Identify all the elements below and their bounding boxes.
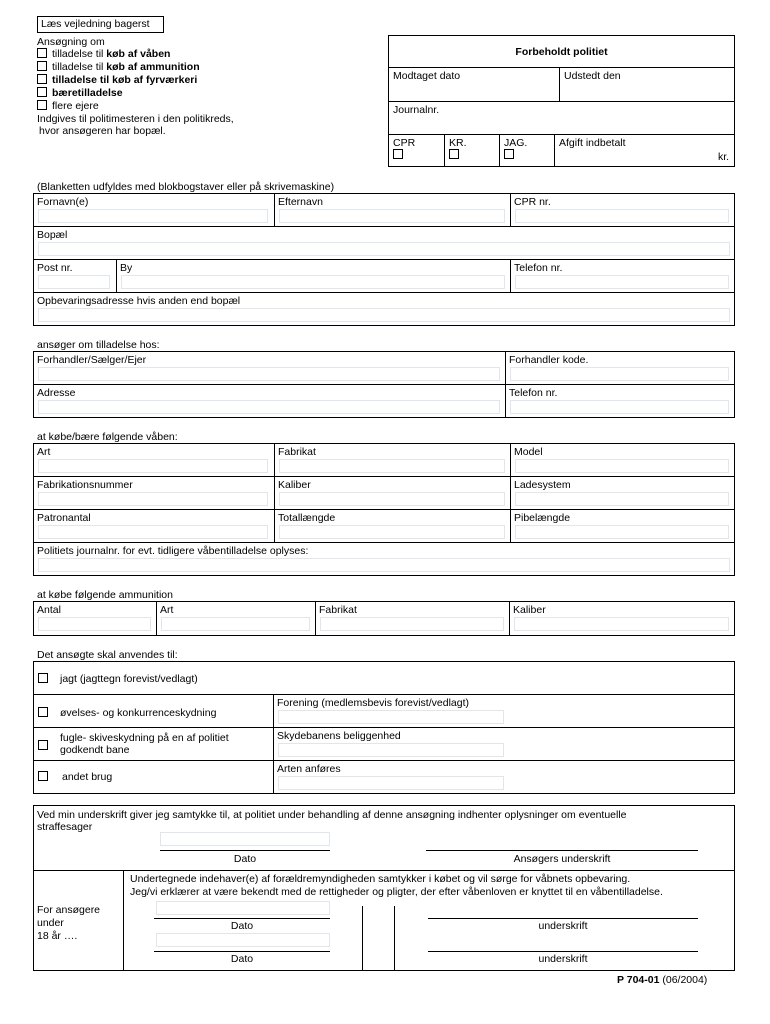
journal-no-label: Journalnr. [393, 104, 440, 116]
last-name-label: Efternavn [278, 196, 323, 208]
kr-label: kr. [718, 151, 730, 163]
applicant-signature-label: Ansøgers underskrift [513, 853, 611, 865]
guide-notice [37, 16, 164, 33]
last-name-input[interactable] [279, 209, 505, 223]
residence-label: Bopæl [37, 229, 68, 241]
option-carry-permit[interactable]: bæretilladelse [37, 87, 123, 99]
loading-system-label: Ladesystem [514, 479, 571, 491]
usage-heading: Det ansøgte skal anvendes til: [37, 649, 178, 661]
usage-bird-shooting[interactable]: fugle- skiveskydning på en af politiet godkendt bane [38, 732, 229, 756]
storage-address-input[interactable] [38, 308, 730, 322]
specify-label: Arten anføres [277, 763, 341, 775]
consent-text-2: straffesager [37, 821, 93, 833]
weapon-table [33, 443, 735, 576]
guide-label: Læs vejledning bagerst [41, 18, 150, 30]
issued-label: Udstedt den [564, 70, 621, 82]
minor-text-1: Undertegnede indehaver(e) af forældremyndigheden samtykker i købet og vil sørge for våbnets opbevaring. [130, 873, 631, 885]
checkbox[interactable] [38, 771, 48, 781]
ammo-type-label: Art [160, 604, 174, 616]
cpr-input[interactable] [515, 209, 729, 223]
checkbox[interactable] [38, 707, 48, 717]
residence-input[interactable] [38, 242, 730, 256]
club-input[interactable] [278, 710, 504, 724]
ammo-caliber-input[interactable] [514, 617, 729, 631]
checkbox[interactable] [37, 100, 47, 110]
caliber-label: Kaliber [278, 479, 311, 491]
minor-label: For ansøgere under 18 år …. [37, 904, 101, 942]
checkbox[interactable] [504, 149, 514, 159]
minor-date1-label: Dato [230, 920, 254, 932]
consent-date-label: Dato [233, 853, 257, 865]
phone-input[interactable] [515, 275, 729, 289]
usage-practice[interactable]: øvelses- og konkurrenceskydning [38, 707, 216, 719]
ammo-type-input[interactable] [161, 617, 310, 631]
application-title: Ansøgning om [37, 36, 105, 48]
ammo-make-input[interactable] [320, 617, 504, 631]
weapon-type-label: Art [37, 446, 51, 458]
consent-text-1: Ved min underskrift giver jeg samtykke til, at politiet under behandling af denne ansøgning indhenter oplysninger om eventuelle [37, 809, 627, 821]
applicant-table [33, 193, 735, 326]
police-jag[interactable]: JAG. [504, 137, 527, 161]
first-name-input[interactable] [38, 209, 268, 223]
total-length-input[interactable] [279, 525, 505, 539]
city-label: By [120, 262, 133, 274]
consent-box [33, 805, 735, 971]
checkbox[interactable] [38, 673, 48, 683]
dealer-name-input[interactable] [38, 367, 500, 381]
minor-text-2: Jeg/vi erklærer at være bekendt med de rettigheder og pligter, der efter våbenloven er knyttet til en våbentilladelse. [130, 886, 663, 898]
dealer-name-label: Forhandler/Sælger/Ejer [37, 354, 147, 366]
club-label: Forening (medlemsbevis forevist/vedlagt) [277, 697, 469, 709]
weapon-make-label: Fabrikat [278, 446, 316, 458]
police-box [388, 35, 735, 167]
checkbox[interactable] [37, 87, 47, 97]
serial-label: Fabrikationsnummer [37, 479, 133, 491]
dealer-phone-label: Telefon nr. [509, 387, 558, 399]
dealer-address-input[interactable] [38, 400, 500, 414]
cartridge-count-label: Patronantal [37, 512, 91, 524]
weapon-make-input[interactable] [279, 459, 505, 473]
dealer-phone-input[interactable] [510, 400, 729, 414]
checkbox[interactable] [37, 61, 47, 71]
usage-hunting[interactable]: jagt (jagttegn forevist/vedlagt) [38, 673, 198, 685]
usage-other[interactable]: andet brug [38, 771, 112, 783]
dealer-heading: ansøger om tilladelse hos: [37, 339, 160, 351]
weapon-model-label: Model [514, 446, 543, 458]
range-location-label: Skydebanens beliggenhed [277, 730, 401, 742]
city-input[interactable] [121, 275, 505, 289]
cpr-label: CPR nr. [514, 196, 551, 208]
weapon-heading: at købe/bære følgende våben: [37, 431, 178, 443]
cartridge-count-input[interactable] [38, 525, 268, 539]
minor-signature2-label: underskrift [538, 953, 588, 965]
police-box-title: Forbeholdt politiet [515, 46, 608, 58]
storage-address-label: Opbevaringsadresse hvis anden end bopæl [37, 295, 241, 307]
checkbox[interactable] [37, 74, 47, 84]
loading-system-input[interactable] [515, 492, 729, 506]
barrel-length-input[interactable] [515, 525, 729, 539]
consent-date-input[interactable] [160, 832, 330, 846]
form-code: P 704-01 (06/2004) [617, 974, 708, 986]
first-name-label: Fornavn(e) [37, 196, 89, 208]
submit-instructions-2: hvor ansøgeren har bopæl. [39, 125, 166, 137]
specify-input[interactable] [278, 776, 504, 790]
fee-paid-label: Afgift indbetalt [559, 137, 626, 149]
ammo-quantity-label: Antal [37, 604, 61, 616]
previous-journal-label: Politiets journalnr. for evt. tidligere våbentilladelse oplyses: [37, 545, 309, 557]
ammo-make-label: Fabrikat [319, 604, 357, 616]
postal-code-input[interactable] [38, 275, 110, 289]
checkbox[interactable] [393, 149, 403, 159]
barrel-length-label: Pibelængde [514, 512, 571, 524]
ammunition-heading: at købe følgende ammunition [37, 589, 173, 601]
dealer-table [33, 351, 735, 418]
previous-journal-input[interactable] [38, 558, 730, 572]
weapon-type-input[interactable] [38, 459, 268, 473]
dealer-code-label: Forhandler kode. [509, 354, 589, 366]
option-ammunition[interactable]: tilladelse til køb af ammunition [37, 61, 200, 73]
dealer-code-input[interactable] [510, 367, 729, 381]
ammunition-table [33, 601, 735, 636]
weapon-model-input[interactable] [515, 459, 729, 473]
dealer-address-label: Adresse [37, 387, 76, 399]
option-weapon[interactable]: tilladelse til køb af våben [37, 48, 170, 60]
police-cpr[interactable]: CPR [393, 137, 415, 161]
applicant-note: (Blanketten udfyldes med blokbogstaver eller på skrivemaskine) [37, 181, 335, 193]
minor-signature1-label: underskrift [538, 920, 588, 932]
option-multiple-owners[interactable]: flere ejere [37, 100, 99, 112]
total-length-label: Totallængde [278, 512, 336, 524]
postal-code-label: Post nr. [37, 262, 73, 274]
ammo-caliber-label: Kaliber [513, 604, 546, 616]
usage-table [33, 661, 735, 794]
minor-date2-input[interactable] [156, 933, 330, 947]
option-fireworks[interactable]: tilladelse til køb af fyrværkeri [37, 74, 197, 86]
phone-label: Telefon nr. [514, 262, 563, 274]
caliber-input[interactable] [279, 492, 505, 506]
ammo-quantity-input[interactable] [38, 617, 151, 631]
received-date-label: Modtaget dato [393, 70, 461, 82]
checkbox[interactable] [38, 740, 48, 750]
checkbox[interactable] [37, 48, 47, 58]
minor-date1-input[interactable] [156, 901, 330, 915]
minor-date2-label: Dato [230, 953, 254, 965]
range-location-input[interactable] [278, 743, 504, 757]
police-kr[interactable]: KR. [449, 137, 467, 161]
serial-input[interactable] [38, 492, 268, 506]
submit-instructions-1: Indgives til politimesteren i den politikreds, [37, 113, 234, 125]
checkbox[interactable] [449, 149, 459, 159]
